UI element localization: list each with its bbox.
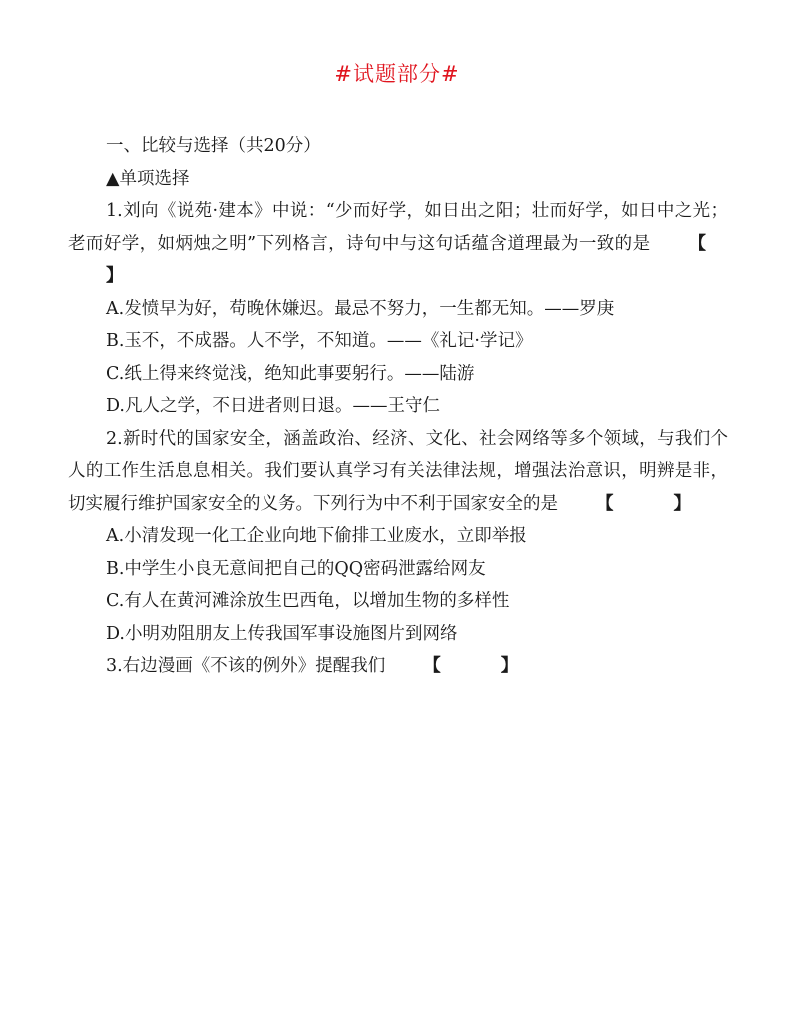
question-2-option-a: A.小清发现一化工企业向地下偷排工业废水，立即举报 (106, 526, 527, 546)
answer-bracket-close: 】 (500, 656, 519, 676)
answer-bracket-close: 】 (106, 266, 124, 286)
question-1-option-c: C.纸上得来终觉浅，绝知此事要躬行。——陆游 (106, 363, 475, 384)
document-title: #试题部分# (334, 62, 460, 86)
question-2-option-b: B.中学生小良无意间把自己的QQ密码泄露给网友 (106, 558, 486, 579)
question-1-option-b: B.玉不，不成器。人不学，不知道。——《礼记·学记》 (106, 331, 533, 351)
question-3-stem (68, 650, 728, 683)
answer-bracket-open: 【 (423, 656, 441, 676)
section-heading: 一、比较与选择（共20分） (106, 136, 321, 156)
question-1-option-d: D.凡人之学，不日进者则日退。——王守仁 (106, 396, 440, 416)
document-body (68, 130, 728, 683)
question-3-stem-text: 3.右边漫画《不该的例外》提醒我们 (106, 656, 386, 676)
question-2-option-c: C.有人在黄河滩涂放生巴西龟，以增加生物的多样性 (106, 591, 510, 611)
answer-bracket-open: 【 (596, 493, 614, 514)
question-2-stem-text: 2.新时代的国家安全，涵盖政治、经济、文化、社会网络等多个领域，与我们个人的工作生活息息相关。我们要认真学习有关法律法规，增强法治意识，明辨是非，切实履行维护国家安全的义务。下列行为中不利于国家安全的是 (68, 428, 728, 514)
answer-bracket-close: 】 (673, 493, 691, 514)
question-1-stem-text: 1.刘向《说苑·建本》中说：“少而好学，如日出之阳；壮而好学，如日中之光；老而好学，如炳烛之明”下列格言，诗句中与这句话蕴含道理最为一致的是 (68, 201, 728, 254)
question-2-stem (68, 423, 728, 521)
answer-bracket-open: 【 (688, 233, 706, 254)
subsection-heading: ▲单项选择 (106, 168, 190, 189)
question-1-stem (68, 195, 728, 293)
question-2-option-d: D.小明劝阻朋友上传我国军事设施图片到网络 (106, 623, 458, 644)
question-1-option-a: A.发愤早为好，苟晚休嫌迟。最忌不努力，一生都无知。——罗庚 (106, 298, 615, 319)
